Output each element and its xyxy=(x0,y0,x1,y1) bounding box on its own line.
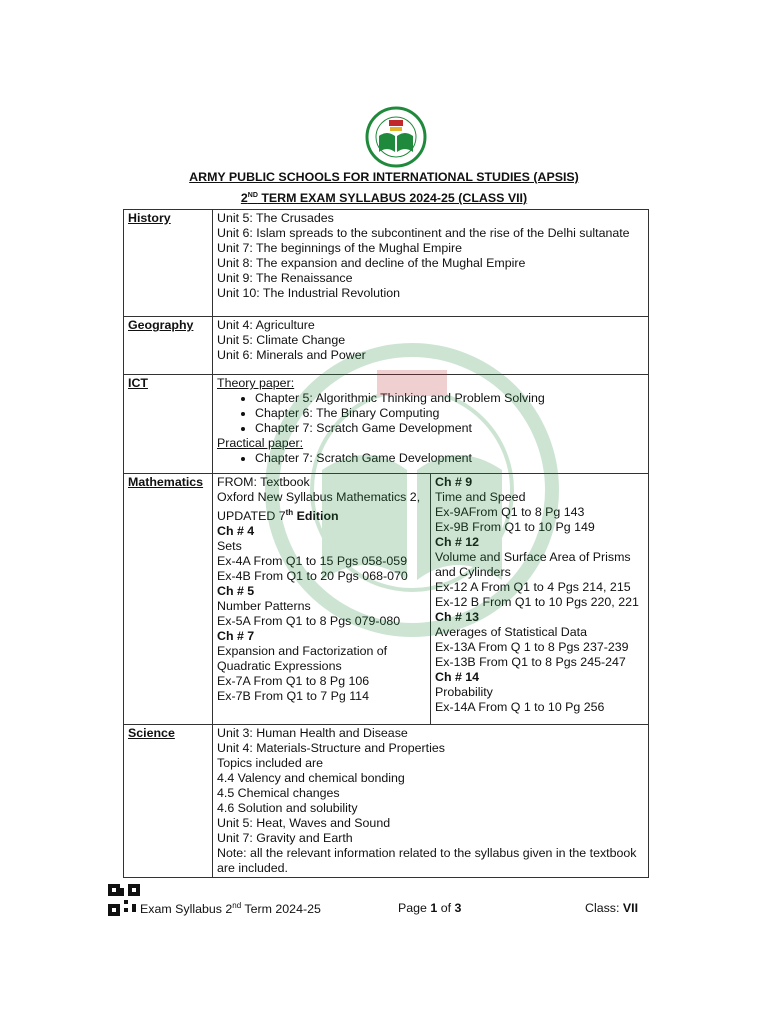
exercise: Ex-12 B From Q1 to 10 Pgs 220, 221 xyxy=(435,595,639,609)
geography-line: Unit 4: Agriculture xyxy=(217,318,315,332)
subject-history: History xyxy=(124,210,213,317)
chapter-title: Averages of Statistical Data xyxy=(435,625,587,639)
science-line: 4.5 Chemical changes xyxy=(217,786,340,800)
ict-theory-label: Theory paper: xyxy=(217,376,295,390)
history-line: Unit 5: The Crusades xyxy=(217,211,334,225)
exercise: Ex-4B From Q1 to 20 Pgs 068-070 xyxy=(217,569,408,584)
chapter-title: Volume and Surface Area of Prisms xyxy=(435,550,631,564)
math-right-column xyxy=(431,474,649,725)
math-left-column xyxy=(213,474,431,725)
exercise: Ex-9AFrom Q1 to 8 Pg 143 xyxy=(435,505,585,519)
science-note: Note: all the relevant information related to the syllabus given in the textbook are included. xyxy=(217,846,637,875)
exercise: Ex-14A From Q 1 to 10 Pg 256 xyxy=(435,700,605,714)
geography-line: Unit 6: Minerals and Power xyxy=(217,348,366,362)
list-item: • Chapter 5: Algorithmic Thinking and Problem Solving xyxy=(255,391,644,406)
history-content xyxy=(213,210,649,317)
ict-practical-list xyxy=(217,451,644,466)
chapter-heading: Ch # 9 xyxy=(435,475,473,489)
document-title: ARMY PUBLIC SCHOOLS FOR INTERNATIONAL STUDIES (APSIS) xyxy=(189,170,579,184)
math-book: Oxford New Syllabus Mathematics 2, xyxy=(217,490,421,504)
chapter-heading: Ch # 7 xyxy=(217,629,255,644)
history-line: Unit 10: The Industrial Revolution xyxy=(217,286,400,300)
science-line: Unit 5: Heat, Waves and Sound xyxy=(217,816,391,830)
subject-science: Science xyxy=(124,725,213,878)
geography-content xyxy=(213,317,649,375)
list-item: • Chapter 7: Scratch Game Development xyxy=(255,451,644,466)
subject-mathematics: Mathematics xyxy=(124,474,213,725)
footer-page-number: Page 1 of 3 xyxy=(398,901,462,915)
math-source: FROM: Textbook xyxy=(217,475,310,489)
science-line: Unit 7: Gravity and Earth xyxy=(217,831,353,845)
table-row-mathematics xyxy=(124,474,649,725)
table-row-ict xyxy=(124,375,649,474)
exercise: Ex-4A From Q1 to 15 Pgs 058-059 xyxy=(217,554,408,569)
science-line: Unit 4: Materials-Structure and Properties xyxy=(217,741,445,755)
exercise: Ex-13A From Q 1 to 8 Pgs 237-239 xyxy=(435,640,629,654)
chapter-heading: Ch # 14 xyxy=(435,670,480,684)
science-line: Unit 3: Human Health and Disease xyxy=(217,726,408,740)
geography-line: Unit 5: Climate Change xyxy=(217,333,346,347)
school-logo xyxy=(365,106,427,168)
chapter-heading: Ch # 12 xyxy=(435,535,480,549)
science-line: 4.6 Solution and solubility xyxy=(217,801,358,815)
syllabus-table xyxy=(123,209,649,878)
chapter-title: Time and Speed xyxy=(435,490,526,504)
ict-content xyxy=(213,375,649,474)
exercise: Ex-5A From Q1 to 8 Pgs 079-080 xyxy=(217,614,401,629)
table-row-history xyxy=(124,210,649,317)
exercise: Ex-7B From Q1 to 7 Pg 114 xyxy=(217,689,369,704)
footer-class: Class: VII xyxy=(585,901,639,915)
history-line: Unit 8: The expansion and decline of the Mughal Empire xyxy=(217,256,526,270)
exercise: Ex-7A From Q1 to 8 Pg 106 xyxy=(217,674,370,689)
footer-exam-label: Exam Syllabus 2nd Term 2024-25 xyxy=(140,901,321,917)
subject-geography: Geography xyxy=(124,317,213,375)
exercise: Ex-12 A From Q1 to 4 Pgs 214, 215 xyxy=(435,580,631,594)
history-line: Unit 6: Islam spreads to the subcontinent and the rise of the Delhi sultanate xyxy=(217,226,630,240)
exercise: Ex-9B From Q1 to 10 Pg 149 xyxy=(435,520,595,534)
chapter-heading: Ch # 5 xyxy=(217,584,255,599)
chapter-title: Probability xyxy=(435,685,493,699)
chapter-heading: Ch # 4 xyxy=(217,524,255,539)
chapter-heading: Ch # 13 xyxy=(435,610,480,624)
chapter-title: and Cylinders xyxy=(435,565,511,579)
table-row-science xyxy=(124,725,649,878)
ict-practical-label: Practical paper: xyxy=(217,436,304,450)
subject-ict: ICT xyxy=(124,375,213,474)
science-content xyxy=(213,725,649,878)
math-edition: UPDATED 7th Edition xyxy=(217,508,339,524)
qr-code-icon xyxy=(108,884,140,916)
science-line: Topics included are xyxy=(217,756,324,770)
exercise: Ex-13B From Q1 to 8 Pgs 245-247 xyxy=(435,655,626,669)
chapter-title: Quadratic Expressions xyxy=(217,659,342,674)
table-row-geography xyxy=(124,317,649,375)
chapter-title: Expansion and Factorization of xyxy=(217,644,388,659)
list-item: • Chapter 7: Scratch Game Development xyxy=(255,421,644,436)
history-line: Unit 7: The beginnings of the Mughal Empire xyxy=(217,241,462,255)
document-subtitle: 2ND TERM EXAM SYLLABUS 2024-25 (CLASS VII) xyxy=(240,191,528,205)
ict-theory-list xyxy=(217,391,644,436)
list-item: • Chapter 6: The Binary Computing xyxy=(255,406,644,421)
chapter-title: Number Patterns xyxy=(217,599,311,614)
science-line: 4.4 Valency and chemical bonding xyxy=(217,771,405,785)
chapter-title: Sets xyxy=(217,539,242,554)
history-line: Unit 9: The Renaissance xyxy=(217,271,353,285)
